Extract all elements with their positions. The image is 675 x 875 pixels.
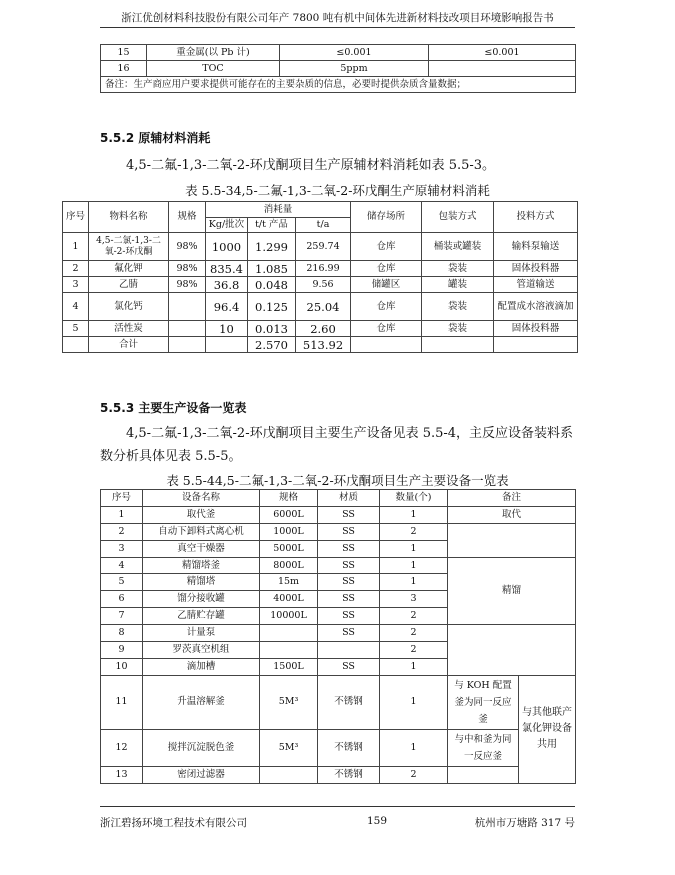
cell-empty [351, 337, 422, 353]
cell-feed: 固体投料器 [494, 321, 578, 337]
cell-qty: 3 [380, 591, 448, 608]
cell-feed: 固体投料器 [494, 261, 578, 277]
cell-spec: 10000L [260, 608, 318, 625]
cell-note-empty [448, 766, 519, 783]
cell-note-empty [448, 625, 576, 676]
cell-no: 1 [63, 233, 89, 261]
cell-spec: 1000L [260, 523, 318, 540]
materials-table [62, 201, 578, 353]
cell-no: 9 [101, 642, 143, 659]
section-heading-553: 5.5.3 主要生产设备一览表 [100, 401, 247, 415]
cell-name: 计量泵 [143, 625, 260, 642]
total-per-t: 2.570 [248, 337, 296, 353]
cell-per-t: 0.125 [248, 293, 296, 321]
col-header-name: 物料名称 [89, 202, 169, 233]
row-item: 重金属(以 Pb 计) [147, 45, 280, 61]
col-header-no: 序号 [63, 202, 89, 233]
table-caption-553: 表 5.5-34,5-二氟-1,3-二氧-2-环戊酮生产原辅材料消耗 [185, 183, 490, 198]
cell-spec: 5000L [260, 540, 318, 557]
cell-material [318, 642, 380, 659]
table-header-row [101, 490, 576, 507]
cell-per-a: 259.74 [296, 233, 351, 261]
cell-batch: 1000 [206, 233, 248, 261]
cell-spec [260, 625, 318, 642]
cell-no: 8 [101, 625, 143, 642]
cell-per-t: 0.048 [248, 277, 296, 293]
cell-feed: 配置成水溶液滴加 [494, 293, 578, 321]
cell-qty: 1 [380, 658, 448, 675]
cell-per-t: 1.085 [248, 261, 296, 277]
cell-empty [422, 337, 494, 353]
section-paragraph-553: 4,5-二氟-1,3-二氧-2-环戊酮项目主要生产设备见表 5.5-4，主反应设备装料系数分析具体见表 5.5-5。 [100, 426, 574, 464]
cell-feed: 输料泵输送 [494, 233, 578, 261]
cell-pack: 袋装 [422, 293, 494, 321]
table-row [63, 293, 578, 321]
cell-material: SS [318, 523, 380, 540]
cell-qty: 1 [380, 540, 448, 557]
cell-material: 不锈钢 [318, 729, 380, 766]
cell-qty: 1 [380, 557, 448, 574]
cell-no: 2 [101, 523, 143, 540]
cell-name: 乙腈 [89, 277, 169, 293]
col-header-material: 材质 [318, 490, 380, 507]
cell-spec: 4000L [260, 591, 318, 608]
col-header-feed: 投料方式 [494, 202, 578, 233]
header-rule [100, 27, 575, 28]
cell-pack: 罐装 [422, 277, 494, 293]
table-row [63, 321, 578, 337]
cell-name: 自动下卸料式离心机 [143, 523, 260, 540]
table-row [101, 506, 576, 523]
table-row [101, 729, 576, 766]
cell-qty: 2 [380, 766, 448, 783]
cell-note-empty [448, 523, 576, 557]
cell-note: 取代 [448, 506, 576, 523]
row-no: 16 [101, 61, 147, 77]
section-heading-552: 5.5.2 原辅材料消耗 [100, 131, 211, 145]
cell-name: 乙腈贮存罐 [143, 608, 260, 625]
cell-no: 6 [101, 591, 143, 608]
row-value-1: 5ppm [280, 61, 429, 77]
cell-batch: 96.4 [206, 293, 248, 321]
cell-name: 滴加槽 [143, 658, 260, 675]
cell-note-distillation: 精馏 [448, 557, 576, 625]
cell-name: 氟化钾 [89, 261, 169, 277]
table-note-row [101, 77, 576, 93]
cell-qty: 2 [380, 642, 448, 659]
table-row [63, 233, 578, 261]
footer-address: 杭州市万塘路 317 号 [474, 817, 575, 829]
spec-table-continuation [100, 44, 576, 93]
table-row [63, 261, 578, 277]
row-value-2 [429, 61, 576, 77]
cell-spec: 15m [260, 574, 318, 591]
cell-no: 4 [101, 557, 143, 574]
cell-qty: 2 [380, 625, 448, 642]
col-header-storage: 储存场所 [351, 202, 422, 233]
cell-per-a: 25.04 [296, 293, 351, 321]
cell-spec [169, 321, 206, 337]
table-row [101, 625, 576, 642]
cell-no: 3 [63, 277, 89, 293]
cell-name: 升温溶解釜 [143, 675, 260, 729]
cell-batch: 10 [206, 321, 248, 337]
col-header-spec: 规格 [169, 202, 206, 233]
cell-note-koh: 与 KOH 配置釜为同一反应釜 [448, 675, 519, 729]
table-caption-554: 表 5.5-44,5-二氟-1,3-二氧-2-环戊酮项目生产主要设备一览表 [166, 473, 509, 488]
cell-spec [260, 766, 318, 783]
cell-no: 10 [101, 658, 143, 675]
cell-no: 13 [101, 766, 143, 783]
cell-no: 4 [63, 293, 89, 321]
cell-per-a: 216.99 [296, 261, 351, 277]
cell-material: 不锈钢 [318, 675, 380, 729]
cell-material: SS [318, 625, 380, 642]
footer-company: 浙江碧扬环境工程技术有限公司 [100, 817, 247, 829]
cell-name: 罗茨真空机组 [143, 642, 260, 659]
col-header-no: 序号 [101, 490, 143, 507]
table-row [101, 675, 576, 729]
row-item: TOC [147, 61, 280, 77]
cell-pack: 袋装 [422, 261, 494, 277]
cell-spec: 6000L [260, 506, 318, 523]
cell-per-t: 1.299 [248, 233, 296, 261]
cell-no: 1 [101, 506, 143, 523]
table-note: 备注：生产商应用户要求提供可能存在的主要杂质的信息，必要时提供杂质含量数据； [101, 77, 576, 93]
cell-spec: 1500L [260, 658, 318, 675]
total-per-a: 513.92 [296, 337, 351, 353]
col-header-per-a: t/a [296, 218, 351, 233]
col-header-per-batch: Kg/批次 [206, 218, 248, 233]
cell-storage: 储罐区 [351, 277, 422, 293]
cell-spec: 98% [169, 261, 206, 277]
cell-empty [63, 337, 89, 353]
cell-per-a: 9.56 [296, 277, 351, 293]
col-header-per-t: t/t 产品 [248, 218, 296, 233]
page-number: 159 [367, 815, 388, 827]
cell-material: SS [318, 557, 380, 574]
row-value-1: ≤0.001 [280, 45, 429, 61]
cell-spec: 98% [169, 277, 206, 293]
cell-storage: 仓库 [351, 261, 422, 277]
cell-material: 不锈钢 [318, 766, 380, 783]
cell-note-shared: 与其他联产氯化钾设备共用 [519, 675, 576, 783]
cell-name: 氯化钙 [89, 293, 169, 321]
cell-name: 精馏塔 [143, 574, 260, 591]
table-row [101, 557, 576, 574]
row-no: 15 [101, 45, 147, 61]
cell-name: 搅拌沉淀脱色釜 [143, 729, 260, 766]
cell-storage: 仓库 [351, 233, 422, 261]
cell-feed: 管道输送 [494, 277, 578, 293]
cell-name: 馏分接收罐 [143, 591, 260, 608]
cell-qty: 1 [380, 574, 448, 591]
cell-material: SS [318, 506, 380, 523]
col-header-note: 备注 [448, 490, 576, 507]
cell-name: 取代釜 [143, 506, 260, 523]
cell-empty [494, 337, 578, 353]
cell-name: 活性炭 [89, 321, 169, 337]
cell-material: SS [318, 608, 380, 625]
cell-storage: 仓库 [351, 293, 422, 321]
col-header-qty: 数量(个) [380, 490, 448, 507]
cell-qty: 1 [380, 506, 448, 523]
cell-material: SS [318, 658, 380, 675]
cell-empty [206, 337, 248, 353]
cell-no: 11 [101, 675, 143, 729]
table-header-row [63, 202, 578, 218]
table-total-row [63, 337, 578, 353]
table-row [63, 277, 578, 293]
table-row [101, 523, 576, 540]
cell-per-a: 2.60 [296, 321, 351, 337]
table-row [101, 61, 576, 77]
cell-spec [260, 642, 318, 659]
cell-note-neutralizer: 与中和釜为同一反应釜 [448, 729, 519, 766]
cell-qty: 2 [380, 608, 448, 625]
cell-empty [169, 337, 206, 353]
cell-no: 2 [63, 261, 89, 277]
cell-name: 真空干燥器 [143, 540, 260, 557]
cell-batch: 835.4 [206, 261, 248, 277]
cell-storage: 仓库 [351, 321, 422, 337]
cell-spec: 98% [169, 233, 206, 261]
row-value-2: ≤0.001 [429, 45, 576, 61]
cell-qty: 2 [380, 523, 448, 540]
cell-material: SS [318, 574, 380, 591]
cell-no: 7 [101, 608, 143, 625]
cell-no: 3 [101, 540, 143, 557]
cell-spec: 5M³ [260, 729, 318, 766]
cell-spec [169, 293, 206, 321]
cell-qty: 1 [380, 729, 448, 766]
cell-no: 5 [63, 321, 89, 337]
cell-no: 12 [101, 729, 143, 766]
cell-spec: 5M³ [260, 675, 318, 729]
total-label: 合计 [89, 337, 169, 353]
table-row [101, 45, 576, 61]
col-header-name: 设备名称 [143, 490, 260, 507]
cell-spec: 8000L [260, 557, 318, 574]
cell-no: 5 [101, 574, 143, 591]
col-header-consumption: 消耗量 [206, 202, 351, 218]
cell-pack: 袋装 [422, 321, 494, 337]
footer-rule [100, 806, 575, 807]
cell-batch: 36.8 [206, 277, 248, 293]
cell-material: SS [318, 591, 380, 608]
running-header: 浙江优创材料科技股份有限公司年产 7800 吨有机中间体先进新材料技改项目环境影响报告书 [121, 12, 554, 24]
cell-name: 密闭过滤器 [143, 766, 260, 783]
equipment-table [100, 489, 576, 784]
col-header-pack: 包装方式 [422, 202, 494, 233]
cell-pack: 桶装或罐装 [422, 233, 494, 261]
table-row [101, 766, 576, 783]
cell-qty: 1 [380, 675, 448, 729]
section-paragraph-552: 4,5-二氟-1,3-二氧-2-环戊酮项目生产原辅材料消耗如表 5.5-3。 [126, 158, 496, 173]
col-header-spec: 规格 [260, 490, 318, 507]
cell-material: SS [318, 540, 380, 557]
cell-per-t: 0.013 [248, 321, 296, 337]
cell-name: 精馏塔釜 [143, 557, 260, 574]
cell-name: 4,5-二氯-1,3-二氧-2-环戊酮 [89, 233, 169, 261]
